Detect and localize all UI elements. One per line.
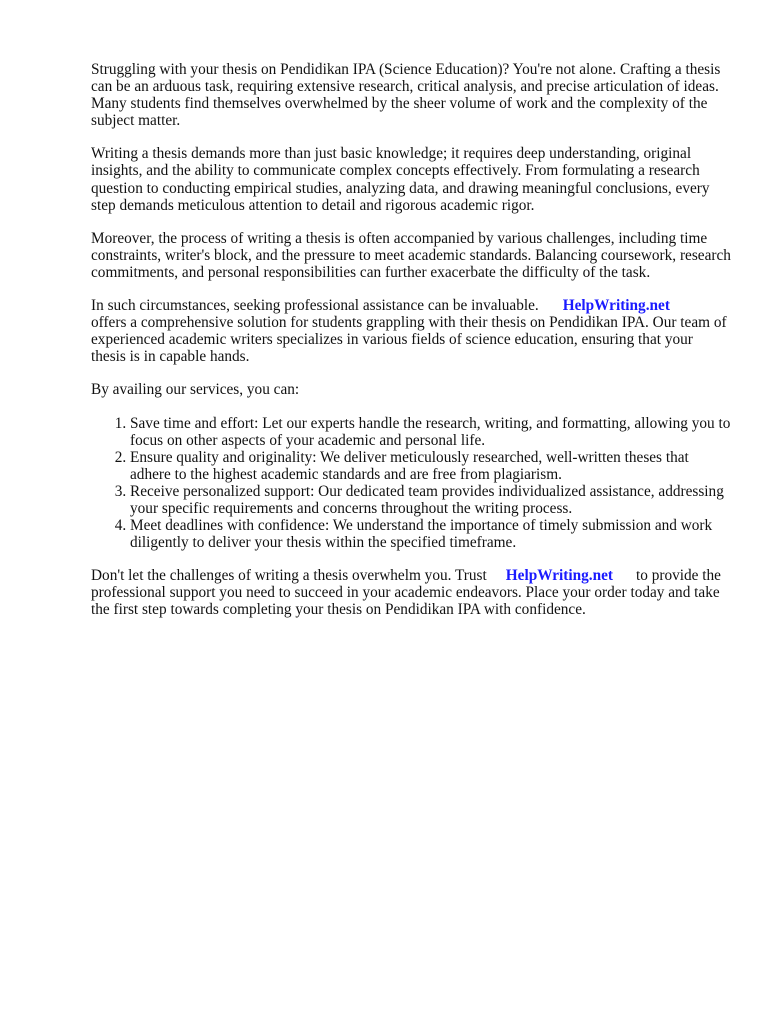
paragraph-closing-text-end: to provide the professional support you need to succeed in your academic endeavors. Place your order today and take the first step towards completing your thesis on Pendidikan IPA with confidence. xyxy=(91,567,721,619)
paragraph-closing xyxy=(91,567,731,618)
list-item: 3. Receive personalized support: Our dedicated team provides individualized assistance, addressing your specific requirements and concerns throughout the writing process. xyxy=(130,483,731,517)
list-item: 4. Meet deadlines with confidence: We understand the importance of timely submission and work diligently to deliver your thesis within the specified timeframe. xyxy=(130,517,731,551)
paragraph-assistance-text-end: offers a comprehensive solution for students grappling with their thesis on Pendidikan IPA. Our team of experienced academic writers specializes in various fields of science education, ensuring that your thesis is in capable hands. xyxy=(91,314,727,366)
paragraph-services-intro: By availing our services, you can: xyxy=(91,381,300,399)
paragraph-demands: Writing a thesis demands more than just basic knowledge; it requires deep understanding, original insights, and the ability to communicate complex concepts effectively. From formulating a research question to conducting empirical studies, analyzing data, and drawing meaningful conclusions, every step demands meticulous attention to detail and rigorous academic rigor. xyxy=(91,145,710,214)
document-page xyxy=(91,61,731,635)
paragraph-intro: Struggling with your thesis on Pendidikan IPA (Science Education)? You're not alone. Crafting a thesis can be an arduous task, requiring extensive research, critical analysis, and precise articulation of ideas. Many students find themselves overwhelmed by the sheer volume of work and the complexity of the subject matter. xyxy=(91,61,721,130)
helpwriting-link[interactable]: HelpWriting.net xyxy=(562,297,670,315)
list-item: 1. Save time and effort: Let our experts handle the research, writing, and formatting, allowing you to focus on other aspects of your academic and personal life. xyxy=(130,415,731,449)
list-item: 2. Ensure quality and originality: We deliver meticulously researched, well-written theses that adhere to the highest academic standards and are free from plagiarism. xyxy=(130,449,731,483)
paragraph-closing-text-start: Don't let the challenges of writing a thesis overwhelm you. Trust xyxy=(91,567,487,585)
helpwriting-link-closing[interactable]: HelpWriting.net xyxy=(505,567,613,585)
paragraph-assistance-text-start: In such circumstances, seeking professional assistance can be invaluable. xyxy=(91,297,539,315)
paragraph-assistance xyxy=(91,297,731,365)
paragraph-challenges: Moreover, the process of writing a thesis is often accompanied by various challenges, including time constraints, writer's block, and the pressure to meet academic standards. Balancing coursework, research commitments, and personal responsibilities can further exacerbate the difficulty of the task. xyxy=(91,229,731,281)
services-list xyxy=(91,415,731,552)
